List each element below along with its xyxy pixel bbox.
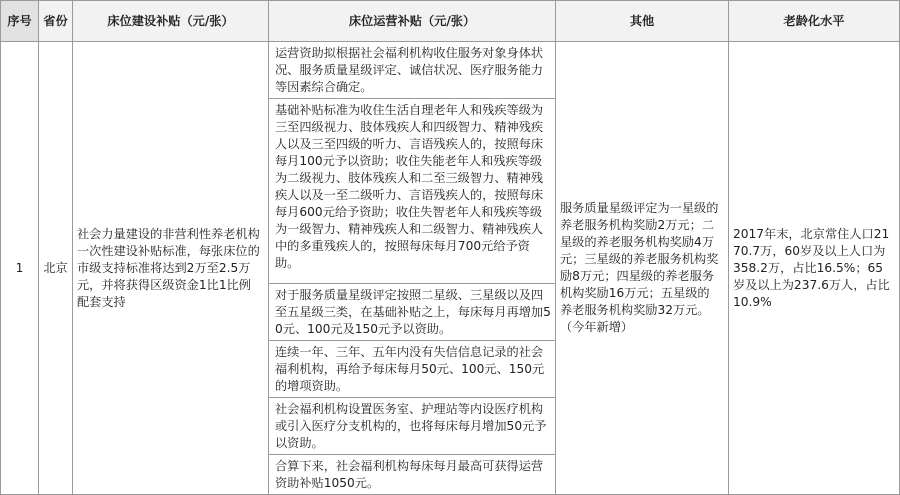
cell-operation-item-5: 社会福利机构设置医务室、护理站等内设医疗机构或引入医疗分支机构的，也将每床每月增加50元予以资助。 (269, 398, 556, 455)
cell-province: 北京 (39, 42, 73, 495)
cell-aging-level: 2017年末，北京常住人口2170.7万，60岁及以上人口为358.2万，占比16.5%；65岁及以上为237.6万人，占比10.9% (729, 42, 900, 495)
header-row (1, 1, 900, 42)
header-other: 其他 (556, 1, 729, 42)
header-operation-subsidy: 床位运营补贴（元/张） (269, 1, 556, 42)
header-construction-subsidy: 床位建设补贴（元/张） (73, 1, 269, 42)
cell-operation-item-1: 运营资助拟根据社会福利机构收住服务对象身体状况、服务质量星级评定、诚信状况、医疗服务能力等因素综合确定。 (269, 42, 556, 99)
header-index: 序号 (1, 1, 39, 42)
cell-operation-item-6: 合算下来，社会福利机构每床每月最高可获得运营资助补贴1050元。 (269, 455, 556, 495)
cell-operation-item-3: 对于服务质量星级评定按照二星级、三星级以及四至五星级三类，在基础补贴之上，每床每月再增加50元、100元及150元予以资助。 (269, 284, 556, 341)
cell-operation-item-2: 基础补贴标准为收住生活自理老年人和残疾等级为三至四级视力、肢体残疾人和四级智力、精神残疾人以及三至四级的听力、言语残疾人的，按照每床每月100元予以资助；收住失能老年人和残疾等级为二级视力、肢体残疾人和二至三级智力、精神残疾人以及一至二级听力、言语残疾人的，按照每床每月600元给予资助；收住失智老年人和残疾等级为一级智力、精神残疾人和二级智力、精神残疾人中的多重残疾人的，按照每床每月700元给予资助。 (269, 99, 556, 284)
table-row (1, 42, 900, 99)
cell-operation-item-4: 连续一年、三年、五年内没有失信信息记录的社会福利机构，再给予每床每月50元、100元、150元的增项资助。 (269, 341, 556, 398)
cell-other: 服务质量星级评定为一星级的养老服务机构奖励2万元；二星级的养老服务机构奖励4万元；三星级的养老服务机构奖励8万元；四星级的养老服务机构奖励16万元；五星级的养老服务机构奖励32万元。（今年新增） (556, 42, 729, 495)
header-province: 省份 (39, 1, 73, 42)
cell-index: 1 (1, 42, 39, 495)
header-aging-level: 老龄化水平 (729, 1, 900, 42)
cell-construction-subsidy: 社会力量建设的非营利性养老机构一次性建设补贴标准，每张床位的市级支持标准将达到2万至2.5万元，并将获得区级资金1比1比例配套支持 (73, 42, 269, 495)
